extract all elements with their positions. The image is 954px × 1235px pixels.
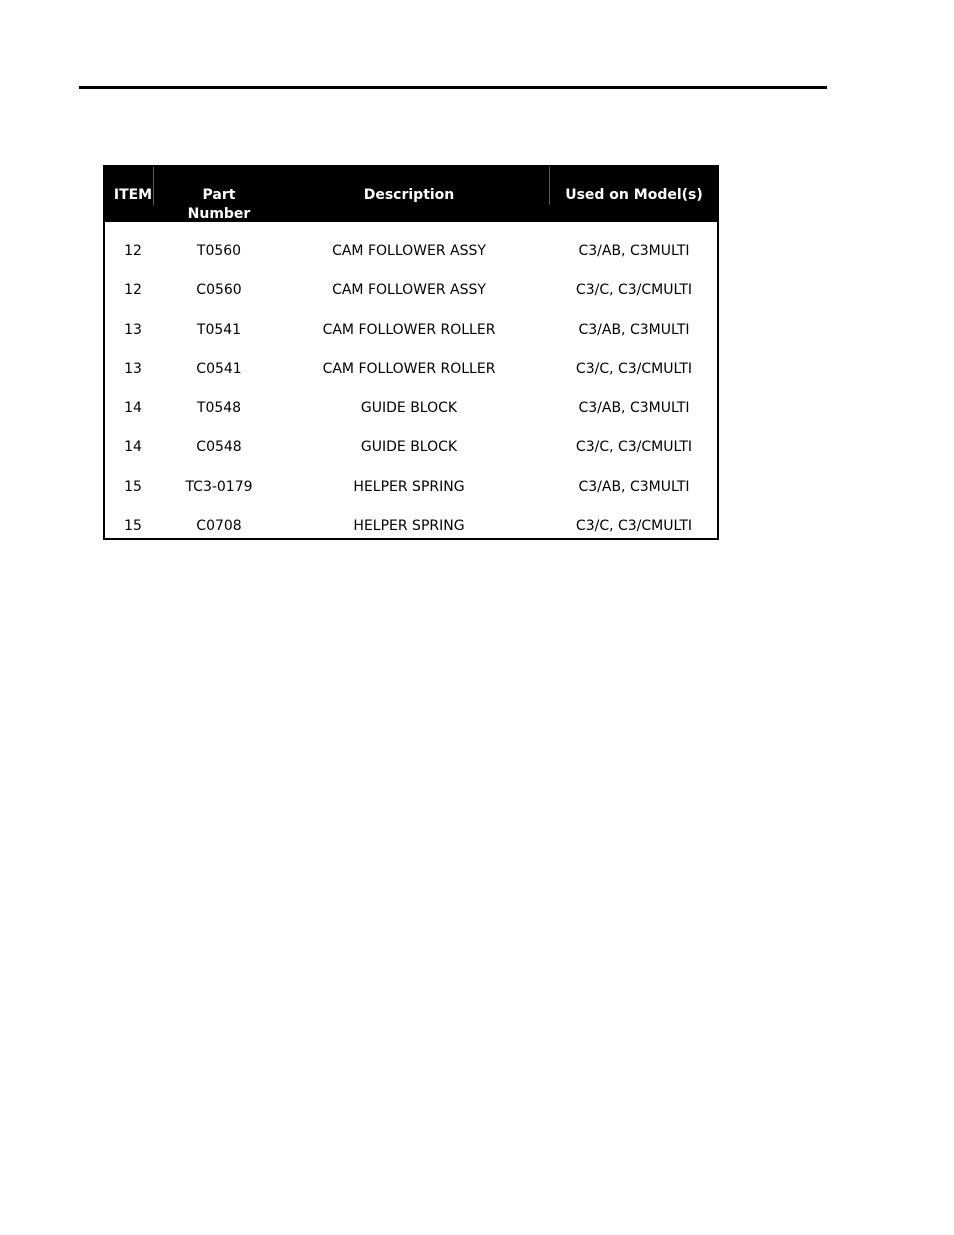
- cell-part-number: C0560: [196, 282, 242, 298]
- cell-part-number: T0560: [196, 243, 242, 259]
- header-part-line2: Number: [187, 206, 251, 222]
- cell-models: C3/C, C3/CMULTI: [575, 282, 693, 298]
- cell-models: C3/C, C3/CMULTI: [575, 361, 693, 377]
- cell-models: C3/C, C3/CMULTI: [575, 439, 693, 455]
- table-row: [105, 398, 717, 418]
- cell-item: 15: [124, 479, 142, 495]
- cell-item: 13: [124, 361, 142, 377]
- table-row: [105, 241, 717, 261]
- cell-item: 13: [124, 322, 142, 338]
- table-header: [105, 165, 717, 222]
- cell-item: 14: [124, 439, 142, 455]
- parts-table: [103, 165, 719, 540]
- table-row: [105, 320, 717, 340]
- cell-models: C3/AB, C3MULTI: [578, 243, 690, 259]
- cell-models: C3/AB, C3MULTI: [578, 400, 690, 416]
- cell-models: C3/AB, C3MULTI: [578, 322, 690, 338]
- cell-description: CAM FOLLOWER ASSY: [332, 243, 486, 259]
- table-row: [105, 359, 717, 379]
- top-horizontal-rule: [79, 86, 827, 89]
- cell-models: C3/AB, C3MULTI: [578, 479, 690, 495]
- cell-description: HELPER SPRING: [353, 518, 465, 534]
- cell-part-number: C0708: [196, 518, 242, 534]
- table-row: [105, 437, 717, 457]
- cell-models: C3/C, C3/CMULTI: [575, 518, 693, 534]
- cell-part-number: T0548: [196, 400, 242, 416]
- cell-part-number: C0541: [196, 361, 242, 377]
- header-used-on-models: Used on Model(s): [565, 187, 703, 203]
- cell-part-number: C0548: [196, 439, 242, 455]
- table-row: [105, 516, 717, 536]
- cell-item: 14: [124, 400, 142, 416]
- table-row: [105, 477, 717, 497]
- header-item: ITEM: [113, 187, 153, 203]
- cell-description: HELPER SPRING: [353, 479, 465, 495]
- cell-description: GUIDE BLOCK: [360, 400, 458, 416]
- cell-description: CAM FOLLOWER ROLLER: [322, 322, 496, 338]
- header-part-number: [167, 186, 271, 224]
- cell-item: 12: [124, 243, 142, 259]
- header-divider: [549, 167, 550, 205]
- cell-description: CAM FOLLOWER ASSY: [332, 282, 486, 298]
- cell-item: 12: [124, 282, 142, 298]
- cell-item: 15: [124, 518, 142, 534]
- table-row: [105, 280, 717, 300]
- header-part-line1: Part: [202, 187, 236, 203]
- header-description: Description: [363, 187, 455, 203]
- cell-part-number: T0541: [196, 322, 242, 338]
- cell-part-number: TC3-0179: [185, 479, 253, 495]
- cell-description: GUIDE BLOCK: [360, 439, 458, 455]
- cell-description: CAM FOLLOWER ROLLER: [322, 361, 496, 377]
